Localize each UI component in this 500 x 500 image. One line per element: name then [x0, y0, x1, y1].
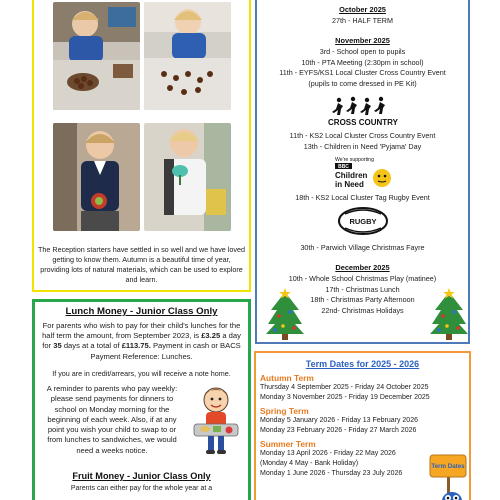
event-item: 11th - EYFS/KS1 Local Cluster Cross Country Event	[279, 68, 446, 77]
events-calendar-section	[255, 0, 470, 344]
badge-text: Term Dates	[431, 463, 465, 470]
autumn-term-heading: Autumn Term	[260, 373, 314, 383]
month-heading: October 2025	[339, 5, 386, 14]
fruit-money-text: Parents can either pay for the whole year at a	[70, 485, 213, 492]
term-dates-title: Term Dates for 2025 - 2026	[305, 359, 420, 369]
weekly-payment-reminder: A reminder to parents who pay weekly: please send payments for dinners to school on Monday morning for the beginning of each week. Also, if at any point you wish your child to swap to or from lunches to sandwiches, we would need a weeks notice.	[46, 384, 178, 455]
november-events-part-4	[257, 243, 468, 254]
cin-logo-line1: Children	[334, 171, 367, 180]
rugby-logo-text: RUGBY	[348, 217, 377, 226]
intro-text-4: Payment in cash or BACS Payment Reference: Lunches.	[90, 341, 241, 361]
credit-arrears-note: If you are in credit/arrears, you will receive a note home.	[52, 368, 231, 378]
event-item: 10th - Whole School Christmas Play (matinee)	[288, 274, 437, 283]
event-item: 3rd - School open to pupils	[319, 47, 406, 56]
event-item: 13th - Children in Need 'Pyjama' Day	[303, 141, 422, 151]
term-date-line: Monday 13 April 2026 - Friday 22 May 2026	[260, 450, 396, 458]
child-holding-leaf-photo	[144, 123, 231, 231]
intro-text-3: days at a total of	[63, 341, 120, 351]
cross-country-logo-text: CROSS COUNTRY	[327, 118, 398, 127]
intro-text-1: For parents who wish to pay for their child's lunches for the half term the amount, from September 2023, is	[42, 321, 241, 341]
christmas-tree-left-icon	[265, 288, 305, 340]
lunch-money-title: Lunch Money - Junior Class Only	[65, 306, 218, 317]
event-item: 17th - Christmas Lunch	[325, 284, 400, 294]
children-in-need-logo	[257, 154, 468, 190]
cin-logo-top: We're supporting	[334, 157, 374, 163]
intro-text-2: a day for	[42, 331, 241, 351]
price-per-day: £3.25	[201, 331, 221, 341]
term-date-line: Monday 23 February 2026 - Friday 27 March 2026	[260, 426, 417, 434]
child-arranging-conkers-photo	[144, 2, 231, 110]
november-events-part-2	[257, 131, 468, 152]
reception-description: The Reception starters have settled in so well and we have loved getting to know them. Autumn is a beautiful time of year, providing lots of natural materials, which can be used to explore and learn.	[38, 245, 245, 284]
fruit-money-title: Fruit Money - Junior Class Only	[72, 471, 211, 481]
term-dates-section	[254, 351, 471, 500]
month-november	[257, 36, 468, 89]
lunch-money-section	[32, 299, 251, 500]
cross-country-logo	[257, 96, 468, 130]
summer-term-heading: Summer Term	[260, 439, 316, 450]
reception-section	[32, 0, 251, 292]
term-date-line: Monday 5 January 2026 - Friday 13 February 2026	[260, 417, 418, 425]
christmas-tree-right-icon	[429, 288, 469, 340]
term-date-line: Thursday 4 September 2025 - Friday 24 October 2025	[260, 384, 429, 391]
spring-term-heading: Spring Term	[260, 406, 309, 417]
event-item: 11th - KS2 Local Cluster Cross Country Event	[289, 131, 436, 140]
event-item: 27th - HALF TERM	[332, 16, 393, 25]
boy-with-lunch-tray-illustration	[187, 384, 245, 456]
event-item: 18th - Christmas Party Afternoon	[310, 295, 415, 304]
month-heading: November 2025	[335, 36, 390, 45]
cin-logo-brand: BBC	[337, 164, 349, 170]
term-dates-owl-sign-icon	[428, 451, 470, 500]
event-item: (pupils to come dressed in PE Kit)	[308, 78, 417, 88]
term-date-line: Monday 1 June 2026 - Thursday 23 July 2026	[260, 469, 403, 477]
november-events-part-3	[257, 193, 468, 204]
event-item: 22nd- Christmas Holidays	[321, 305, 404, 315]
term-date-line: (Monday 4 May - Bank Holiday)	[260, 459, 359, 467]
event-item: 30th - Parwich Village Christmas Fayre	[300, 243, 425, 252]
child-holding-apple-photo	[53, 123, 140, 231]
cin-logo-line2: in Need	[334, 180, 364, 189]
child-with-conkers-photo	[53, 2, 140, 110]
event-item: 18th - KS2 Local Cluster Tag Rugby Event	[295, 193, 430, 202]
month-heading: December 2025	[335, 263, 390, 272]
total-amount: £113.75.	[121, 341, 151, 351]
event-item: 10th - PTA Meeting (2:30pm in school)	[301, 57, 424, 67]
term-date-line: Monday 3 November 2025 - Friday 19 December 2025	[260, 393, 430, 401]
month-october	[257, 5, 468, 27]
lunch-money-intro	[40, 321, 243, 362]
rugby-ball-logo	[257, 206, 468, 236]
days-count: 35	[53, 341, 62, 351]
